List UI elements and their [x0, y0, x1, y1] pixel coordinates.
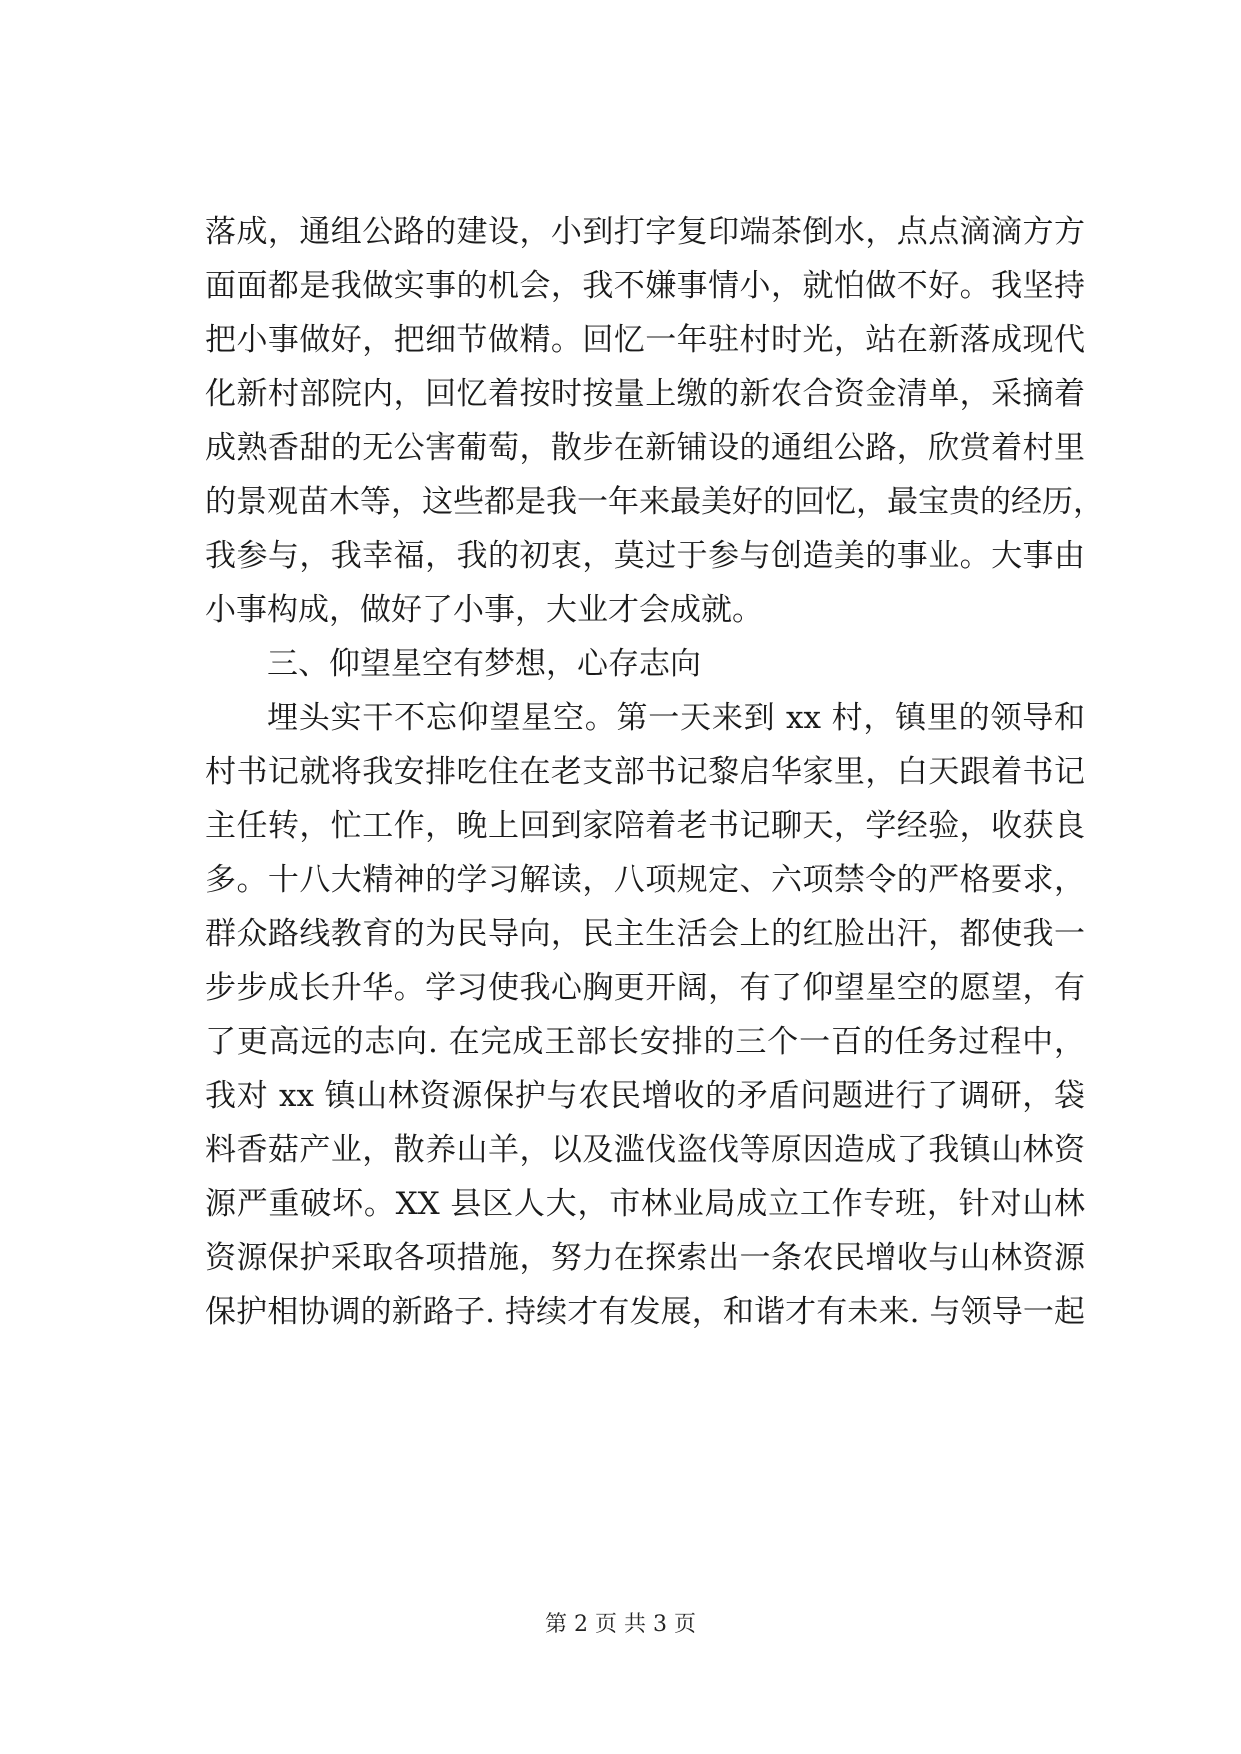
body-line: 落成，通组公路的建设，小到打字复印端茶倒水，点点滴滴方方	[205, 214, 1085, 250]
body-line: 了更高远的志向. 在完成王部长安排的三个一百的任务过程中，	[205, 1024, 1085, 1060]
body-line: 面面都是我做实事的机会，我不嫌事情小，就怕做不好。我坚持	[205, 268, 1085, 304]
body-line: 的景观苗木等，这些都是我一年来最美好的回忆，最宝贵的经历，	[205, 484, 1104, 520]
paragraph-first-line: 埋头实干不忘仰望星空。第一天来到 xx 村，镇里的领导和	[267, 700, 1085, 736]
body-line: 我参与，我幸福，我的初衷，莫过于参与创造美的事业。大事由	[205, 538, 1085, 574]
body-line: 源严重破坏。XX 县区人大，市林业局成立工作专班，针对山林	[205, 1186, 1085, 1222]
body-line: 步步成长升华。学习使我心胸更开阔，有了仰望星空的愿望，有	[205, 970, 1085, 1006]
body-line: 成熟香甜的无公害葡萄，散步在新铺设的通组公路，欣赏着村里	[205, 430, 1085, 466]
body-line: 主任转，忙工作，晚上回到家陪着老书记聊天，学经验，收获良	[205, 808, 1085, 844]
body-line: 料香菇产业，散养山羊，以及滥伐盗伐等原因造成了我镇山林资	[205, 1132, 1085, 1168]
body-line: 化新村部院内，回忆着按时按量上缴的新农合资金清单，采摘着	[205, 376, 1085, 412]
body-line: 小事构成，做好了小事，大业才会成就。	[205, 592, 763, 628]
body-line: 我对 xx 镇山林资源保护与农民增收的矛盾问题进行了调研，袋	[205, 1078, 1085, 1114]
body-line: 资源保护采取各项措施，努力在探索出一条农民增收与山林资源	[205, 1240, 1085, 1276]
page-number-footer: 第 2 页 共 3 页	[545, 1612, 696, 1637]
body-line: 多。十八大精神的学习解读，八项规定、六项禁令的严格要求，	[205, 862, 1085, 898]
body-line: 把小事做好，把细节做精。回忆一年驻村时光，站在新落成现代	[205, 322, 1085, 358]
body-line: 群众路线教育的为民导向，民主生活会上的红脸出汗，都使我一	[205, 916, 1085, 952]
body-line: 保护相协调的新路子. 持续才有发展，和谐才有未来. 与领导一起	[205, 1294, 1085, 1330]
section-heading: 三、仰望星空有梦想，心存志向	[267, 646, 701, 682]
body-line: 村书记就将我安排吃住在老支部书记黎启华家里，白天跟着书记	[205, 754, 1085, 790]
